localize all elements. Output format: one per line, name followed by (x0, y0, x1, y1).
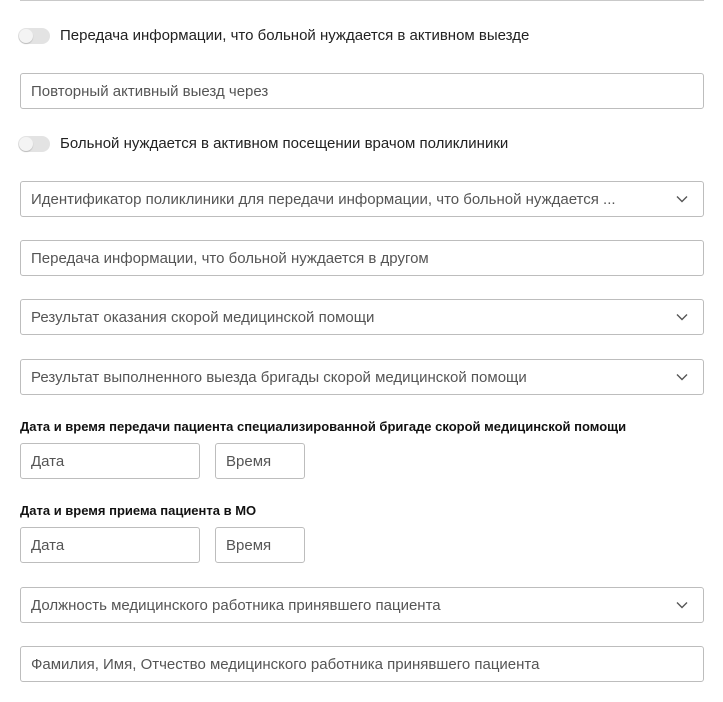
receiver-name-input[interactable] (20, 646, 704, 682)
specialized-transfer-time-input[interactable] (215, 443, 305, 479)
chevron-down-icon (675, 310, 689, 324)
time-placeholder: Время (226, 452, 272, 470)
clinic-visit-toggle-row (18, 135, 508, 152)
active-visit-transfer-label: Передача информации, что больной нуждается в активном выезде (60, 27, 530, 44)
other-transfer-input[interactable] (20, 240, 704, 276)
chevron-down-icon (675, 598, 689, 612)
receiver-position-select[interactable] (20, 587, 704, 623)
repeat-visit-input[interactable] (20, 73, 704, 109)
specialized-transfer-date-input[interactable] (20, 443, 200, 479)
clinic-visit-toggle[interactable] (18, 136, 50, 152)
toggle-knob (19, 29, 33, 43)
care-result-select[interactable] (20, 299, 704, 335)
care-result-placeholder: Результат оказания скорой медицинской помощи (31, 308, 375, 326)
receiver-position-placeholder: Должность медицинского работника принявшего пациента (31, 596, 441, 614)
visit-result-placeholder: Результат выполненного выезда бригады скорой медицинской помощи (31, 368, 527, 386)
toggle-knob (19, 137, 33, 151)
clinic-id-select[interactable] (20, 181, 704, 217)
visit-result-select[interactable] (20, 359, 704, 395)
specialized-transfer-title: Дата и время передачи пациента специализированной бригаде скорой медицинской помощи (20, 419, 627, 434)
chevron-down-icon (675, 192, 689, 206)
receiver-name-placeholder: Фамилия, Имя, Отчество медицинского работника принявшего пациента (31, 655, 540, 673)
clinic-visit-label: Больной нуждается в активном посещении врачом поликлиники (60, 135, 509, 152)
mo-reception-time-input[interactable] (215, 527, 305, 563)
clinic-id-placeholder: Идентификатор поликлиники для передачи информации, что больной нуждается ... (31, 190, 616, 208)
repeat-visit-placeholder: Повторный активный выезд через (31, 82, 269, 100)
mo-reception-date-input[interactable] (20, 527, 200, 563)
date-placeholder: Дата (31, 452, 65, 470)
date-placeholder: Дата (31, 536, 65, 554)
chevron-down-icon (675, 370, 689, 384)
active-visit-transfer-toggle-row (18, 27, 529, 44)
other-transfer-placeholder: Передача информации, что больной нуждается в другом (31, 249, 429, 267)
mo-reception-title: Дата и время приема пациента в МО (20, 503, 257, 518)
top-divider (20, 0, 704, 1)
active-visit-transfer-toggle[interactable] (18, 28, 50, 44)
time-placeholder: Время (226, 536, 272, 554)
